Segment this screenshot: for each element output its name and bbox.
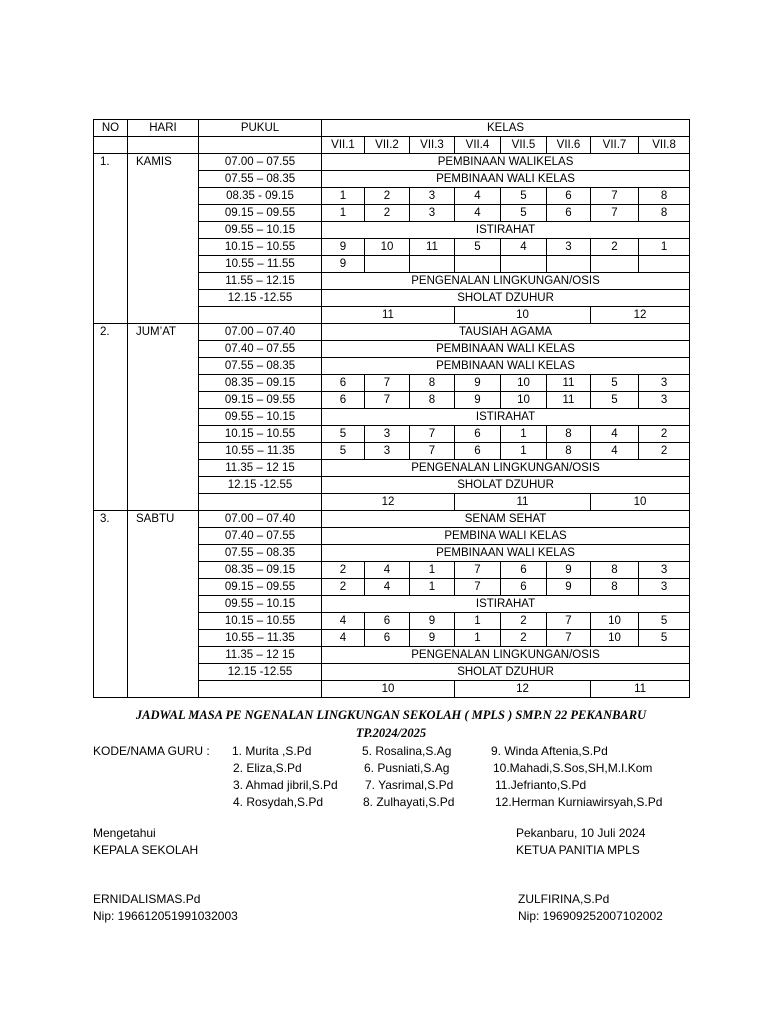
teacher-code-cell: 2 bbox=[639, 426, 690, 443]
day-name-cell bbox=[128, 256, 199, 273]
header-pukul-cont bbox=[199, 137, 322, 154]
schedule-row bbox=[94, 596, 690, 613]
time-cell: 08.35 – 09.15 bbox=[199, 375, 322, 392]
day-number-cell bbox=[94, 392, 128, 409]
schedule-row bbox=[94, 579, 690, 596]
schedule-row bbox=[94, 630, 690, 647]
day-number-cell bbox=[94, 443, 128, 460]
schedule-row bbox=[94, 494, 690, 511]
day-name-cell bbox=[128, 222, 199, 239]
time-cell: 07.00 – 07.55 bbox=[199, 154, 322, 171]
day-name-cell: JUM’AT bbox=[128, 324, 199, 341]
schedule-row bbox=[94, 341, 690, 358]
document-title: JADWAL MASA PE NGENALAN LINGKUNGAN SEKOLAH ( MPLS ) SMP.N 22 PEKANBARU bbox=[135, 708, 647, 722]
class-group-cell: 10 bbox=[591, 494, 690, 511]
time-cell: 12.15 -12.55 bbox=[199, 290, 322, 307]
teacher-code-cell: 6 bbox=[501, 562, 547, 579]
time-cell: 09.55 – 10.15 bbox=[199, 222, 322, 239]
day-name-cell bbox=[128, 392, 199, 409]
class-header: VII.1 bbox=[322, 137, 365, 154]
schedule-row bbox=[94, 664, 690, 681]
teacher-code-cell: 8 bbox=[547, 443, 591, 460]
day-name-cell bbox=[128, 171, 199, 188]
schedule-table bbox=[93, 119, 690, 698]
class-header: VII.5 bbox=[501, 137, 547, 154]
time-cell: 07.55 – 08.35 bbox=[199, 171, 322, 188]
teacher-code-cell: 10 bbox=[365, 239, 410, 256]
day-name-cell bbox=[128, 426, 199, 443]
time-cell: 07.55 – 08.35 bbox=[199, 545, 322, 562]
day-number-cell: 3. bbox=[94, 511, 128, 528]
day-name-cell bbox=[128, 205, 199, 222]
day-number-cell bbox=[94, 613, 128, 630]
schedule-row bbox=[94, 324, 690, 341]
schedule-row bbox=[94, 647, 690, 664]
teacher-code-cell: 3 bbox=[365, 426, 410, 443]
teacher-item: 5. Rosalina,S.Ag bbox=[362, 744, 452, 758]
teacher-code-cell: 1 bbox=[322, 205, 365, 222]
teacher-code-cell: 8 bbox=[547, 426, 591, 443]
day-name-cell bbox=[128, 664, 199, 681]
header-no-cont bbox=[94, 137, 128, 154]
time-cell: 07.00 – 07.40 bbox=[199, 511, 322, 528]
schedule-row bbox=[94, 290, 690, 307]
class-group-cell: 11 bbox=[455, 494, 591, 511]
teacher-code-cell: 10 bbox=[591, 613, 639, 630]
day-number-cell bbox=[94, 171, 128, 188]
teacher-code-cell: 9 bbox=[410, 630, 455, 647]
day-name-cell bbox=[128, 358, 199, 375]
teacher-code-cell: 4 bbox=[322, 630, 365, 647]
teacher-code-cell: 6 bbox=[455, 426, 501, 443]
schedule-row bbox=[94, 273, 690, 290]
teacher-code-cell: 4 bbox=[501, 239, 547, 256]
schedule-row bbox=[94, 154, 690, 171]
activity-cell: SHOLAT DZUHUR bbox=[322, 290, 690, 307]
teacher-code-cell: 6 bbox=[547, 205, 591, 222]
class-header: VII.4 bbox=[455, 137, 501, 154]
teacher-code-cell: 3 bbox=[410, 205, 455, 222]
day-number-cell bbox=[94, 205, 128, 222]
day-number-cell bbox=[94, 188, 128, 205]
teacher-code-cell: 3 bbox=[639, 562, 690, 579]
teacher-code-cell: 6 bbox=[365, 613, 410, 630]
class-header: VII.8 bbox=[639, 137, 690, 154]
teacher-code-cell: 9 bbox=[455, 375, 501, 392]
teacher-item: 12.Herman Kurniawirsyah,S.Pd bbox=[495, 795, 663, 809]
teacher-code-cell: 5 bbox=[639, 613, 690, 630]
day-number-cell bbox=[94, 409, 128, 426]
teacher-code-cell: 2 bbox=[501, 630, 547, 647]
schedule-row bbox=[94, 613, 690, 630]
time-cell: 12.15 -12.55 bbox=[199, 664, 322, 681]
teacher-code-cell: 10 bbox=[591, 630, 639, 647]
day-number-cell bbox=[94, 222, 128, 239]
teacher-code-cell: 9 bbox=[410, 613, 455, 630]
class-header: VII.6 bbox=[547, 137, 591, 154]
teacher-code-cell: 10 bbox=[501, 392, 547, 409]
activity-cell: PEMBINAAN WALI KELAS bbox=[322, 358, 690, 375]
teacher-code-cell bbox=[639, 256, 690, 273]
teacher-code-cell: 2 bbox=[365, 188, 410, 205]
schedule-row bbox=[94, 171, 690, 188]
schedule-row bbox=[94, 222, 690, 239]
teacher-code-cell: 4 bbox=[455, 205, 501, 222]
class-group-cell: 12 bbox=[455, 681, 591, 698]
schedule-row bbox=[94, 256, 690, 273]
teacher-code-cell: 1 bbox=[501, 443, 547, 460]
day-number-cell bbox=[94, 358, 128, 375]
teacher-item: 6. Pusniati,S.Ag bbox=[364, 761, 450, 775]
day-name-cell bbox=[128, 409, 199, 426]
class-header: VII.2 bbox=[365, 137, 410, 154]
teacher-code-cell: 5 bbox=[322, 443, 365, 460]
day-name-cell bbox=[128, 307, 199, 324]
teacher-code-cell: 5 bbox=[501, 205, 547, 222]
time-cell: 07.40 – 07.55 bbox=[199, 528, 322, 545]
day-name-cell: SABTU bbox=[128, 511, 199, 528]
acknowledged-label: Mengetahui bbox=[93, 826, 156, 840]
teacher-code-cell: 1 bbox=[455, 613, 501, 630]
day-number-cell bbox=[94, 562, 128, 579]
teacher-code-cell: 7 bbox=[547, 630, 591, 647]
time-cell: 10.55 – 11.55 bbox=[199, 256, 322, 273]
class-group-cell: 12 bbox=[591, 307, 690, 324]
teacher-code-cell: 8 bbox=[639, 188, 690, 205]
teacher-code-cell: 7 bbox=[365, 375, 410, 392]
schedule-row bbox=[94, 477, 690, 494]
teacher-code-cell: 11 bbox=[410, 239, 455, 256]
place-date: Pekanbaru, 10 Juli 2024 bbox=[516, 826, 646, 840]
class-group-cell: 12 bbox=[322, 494, 455, 511]
day-number-cell: 2. bbox=[94, 324, 128, 341]
day-name-cell bbox=[128, 239, 199, 256]
teacher-code-cell: 4 bbox=[322, 613, 365, 630]
schedule-row bbox=[94, 460, 690, 477]
day-name-cell bbox=[128, 477, 199, 494]
day-name-cell bbox=[128, 596, 199, 613]
teacher-code-cell bbox=[365, 256, 410, 273]
schedule-row bbox=[94, 392, 690, 409]
teacher-code-cell: 8 bbox=[639, 205, 690, 222]
teacher-code-cell: 1 bbox=[639, 239, 690, 256]
day-number-cell bbox=[94, 647, 128, 664]
time-cell bbox=[199, 681, 322, 698]
day-number-cell bbox=[94, 477, 128, 494]
activity-cell: PENGENALAN LINGKUNGAN/OSIS bbox=[322, 460, 690, 477]
day-number-cell bbox=[94, 664, 128, 681]
teacher-code-cell: 1 bbox=[410, 579, 455, 596]
activity-cell: SENAM SEHAT bbox=[322, 511, 690, 528]
header-no: NO bbox=[94, 120, 128, 137]
teacher-code-cell: 5 bbox=[639, 630, 690, 647]
schedule-row bbox=[94, 528, 690, 545]
teacher-code-cell: 7 bbox=[365, 392, 410, 409]
committee-chair-name: ZULFIRINA,S.Pd bbox=[518, 892, 610, 906]
teacher-code-cell: 9 bbox=[455, 392, 501, 409]
time-cell: 07.55 – 08.35 bbox=[199, 358, 322, 375]
day-number-cell bbox=[94, 239, 128, 256]
teacher-code-cell: 6 bbox=[365, 630, 410, 647]
day-name-cell bbox=[128, 579, 199, 596]
day-number-cell bbox=[94, 494, 128, 511]
day-name-cell bbox=[128, 528, 199, 545]
time-cell: 09.15 – 09.55 bbox=[199, 205, 322, 222]
teacher-code-cell: 4 bbox=[455, 188, 501, 205]
day-number-cell bbox=[94, 528, 128, 545]
time-cell: 08.35 – 09.15 bbox=[199, 562, 322, 579]
activity-cell: PEMBINAAN WALI KELAS bbox=[322, 171, 690, 188]
teacher-code-cell: 3 bbox=[410, 188, 455, 205]
principal-name: ERNIDALISMAS.Pd bbox=[93, 892, 201, 906]
day-number-cell bbox=[94, 307, 128, 324]
activity-cell: PEMBINA WALI KELAS bbox=[322, 528, 690, 545]
day-number-cell: 1. bbox=[94, 154, 128, 171]
day-number-cell bbox=[94, 426, 128, 443]
activity-cell: PEMBINAAN WALI KELAS bbox=[322, 341, 690, 358]
teacher-code-cell: 7 bbox=[410, 443, 455, 460]
time-cell: 10.15 – 10.55 bbox=[199, 239, 322, 256]
teacher-code-cell: 1 bbox=[455, 630, 501, 647]
class-group-cell: 10 bbox=[455, 307, 591, 324]
teacher-item: 11.Jefrianto,S.Pd bbox=[495, 778, 587, 792]
teacher-code-cell: 7 bbox=[591, 205, 639, 222]
time-cell: 10.15 – 10.55 bbox=[199, 426, 322, 443]
day-name-cell bbox=[128, 460, 199, 477]
teacher-code-cell: 8 bbox=[591, 579, 639, 596]
teacher-code-cell: 7 bbox=[547, 613, 591, 630]
teacher-code-cell: 6 bbox=[547, 188, 591, 205]
activity-cell: PENGENALAN LINGKUNGAN/OSIS bbox=[322, 273, 690, 290]
time-cell: 12.15 -12.55 bbox=[199, 477, 322, 494]
teacher-code-cell: 3 bbox=[639, 579, 690, 596]
teacher-code-cell: 9 bbox=[322, 239, 365, 256]
day-name-cell bbox=[128, 647, 199, 664]
time-cell: 07.00 – 07.40 bbox=[199, 324, 322, 341]
teacher-code-cell: 10 bbox=[501, 375, 547, 392]
teacher-code-cell: 2 bbox=[365, 205, 410, 222]
activity-cell: SHOLAT DZUHUR bbox=[322, 664, 690, 681]
day-number-cell bbox=[94, 273, 128, 290]
teacher-code-cell: 2 bbox=[322, 579, 365, 596]
teacher-code-cell: 6 bbox=[322, 392, 365, 409]
day-number-cell bbox=[94, 579, 128, 596]
teacher-code-cell bbox=[410, 256, 455, 273]
day-name-cell bbox=[128, 630, 199, 647]
class-header-row bbox=[94, 137, 690, 154]
day-name-cell bbox=[128, 341, 199, 358]
teacher-code-cell: 7 bbox=[455, 562, 501, 579]
teacher-code-cell: 2 bbox=[322, 562, 365, 579]
day-number-cell bbox=[94, 256, 128, 273]
schedule-row bbox=[94, 426, 690, 443]
teacher-item: 9. Winda Aftenia,S.Pd bbox=[491, 744, 608, 758]
teacher-code-cell: 5 bbox=[591, 392, 639, 409]
teacher-code-cell: 2 bbox=[591, 239, 639, 256]
teacher-code-cell: 7 bbox=[591, 188, 639, 205]
teacher-code-cell: 5 bbox=[455, 239, 501, 256]
teacher-code-cell: 8 bbox=[410, 375, 455, 392]
day-number-cell bbox=[94, 596, 128, 613]
teacher-item: 2. Eliza,S.Pd bbox=[233, 761, 302, 775]
time-cell: 08.35 - 09.15 bbox=[199, 188, 322, 205]
time-cell: 09.15 – 09.55 bbox=[199, 579, 322, 596]
activity-cell: ISTIRAHAT bbox=[322, 222, 690, 239]
activity-cell: TAUSIAH AGAMA bbox=[322, 324, 690, 341]
activity-cell: ISTIRAHAT bbox=[322, 409, 690, 426]
time-cell bbox=[199, 494, 322, 511]
teacher-item: 4. Rosydah,S.Pd bbox=[233, 795, 324, 809]
teacher-code-cell bbox=[501, 256, 547, 273]
class-header: VII.7 bbox=[591, 137, 639, 154]
schedule-row bbox=[94, 562, 690, 579]
header-kelas: KELAS bbox=[322, 120, 690, 137]
teacher-code-cell: 9 bbox=[322, 256, 365, 273]
class-group-cell: 11 bbox=[591, 681, 690, 698]
day-name-cell bbox=[128, 443, 199, 460]
principal-nip: Nip: 196612051991032003 bbox=[93, 909, 238, 923]
time-cell bbox=[199, 307, 322, 324]
day-name-cell bbox=[128, 681, 199, 698]
teacher-code-cell: 2 bbox=[501, 613, 547, 630]
schedule-row bbox=[94, 511, 690, 528]
day-number-cell bbox=[94, 630, 128, 647]
schedule-row bbox=[94, 681, 690, 698]
time-cell: 09.15 – 09.55 bbox=[199, 392, 322, 409]
time-cell: 07.40 – 07.55 bbox=[199, 341, 322, 358]
teacher-code-cell: 1 bbox=[410, 562, 455, 579]
activity-cell: PEMBINAAN WALI KELAS bbox=[322, 545, 690, 562]
time-cell: 10.55 – 11.35 bbox=[199, 443, 322, 460]
time-cell: 09.55 – 10.15 bbox=[199, 409, 322, 426]
teacher-code-cell bbox=[455, 256, 501, 273]
committee-chair-nip: Nip: 196909252007102002 bbox=[518, 909, 663, 923]
document-year: TP.2024/2025 bbox=[355, 726, 427, 740]
day-name-cell bbox=[128, 290, 199, 307]
time-cell: 10.55 – 11.35 bbox=[199, 630, 322, 647]
teacher-code-cell: 5 bbox=[501, 188, 547, 205]
schedule-row bbox=[94, 443, 690, 460]
time-cell: 11.35 – 12 15 bbox=[199, 647, 322, 664]
day-name-cell bbox=[128, 494, 199, 511]
teacher-code-cell: 5 bbox=[591, 375, 639, 392]
committee-chair-title: KETUA PANITIA MPLS bbox=[516, 843, 640, 857]
schedule-row bbox=[94, 358, 690, 375]
teacher-code-cell: 7 bbox=[410, 426, 455, 443]
teacher-code-cell: 4 bbox=[365, 562, 410, 579]
schedule-body bbox=[94, 120, 690, 698]
day-number-cell bbox=[94, 341, 128, 358]
teacher-code-cell: 5 bbox=[322, 426, 365, 443]
day-name-cell bbox=[128, 562, 199, 579]
schedule-row bbox=[94, 205, 690, 222]
day-number-cell bbox=[94, 460, 128, 477]
schedule-row bbox=[94, 545, 690, 562]
schedule-row bbox=[94, 375, 690, 392]
teacher-code-cell: 3 bbox=[365, 443, 410, 460]
day-name-cell bbox=[128, 545, 199, 562]
day-name-cell bbox=[128, 613, 199, 630]
teacher-code-cell: 11 bbox=[547, 375, 591, 392]
teacher-code-cell: 2 bbox=[639, 443, 690, 460]
time-cell: 09.55 – 10.15 bbox=[199, 596, 322, 613]
teacher-code-cell bbox=[547, 256, 591, 273]
teacher-code-cell: 3 bbox=[639, 375, 690, 392]
time-cell: 11.55 – 12.15 bbox=[199, 273, 322, 290]
teacher-item: 8. Zulhayati,S.Pd bbox=[363, 795, 455, 809]
teacher-code-cell: 4 bbox=[591, 426, 639, 443]
teacher-code-cell: 3 bbox=[639, 392, 690, 409]
teacher-item: 10.Mahadi,S.Sos,SH,M.I.Kom bbox=[493, 761, 653, 775]
teacher-code-cell: 6 bbox=[322, 375, 365, 392]
header-row bbox=[94, 120, 690, 137]
activity-cell: ISTIRAHAT bbox=[322, 596, 690, 613]
day-name-cell bbox=[128, 375, 199, 392]
activity-cell: PENGENALAN LINGKUNGAN/OSIS bbox=[322, 647, 690, 664]
teacher-code-cell: 11 bbox=[547, 392, 591, 409]
teacher-code-cell: 4 bbox=[591, 443, 639, 460]
time-cell: 11.35 – 12 15 bbox=[199, 460, 322, 477]
day-name-cell: KAMIS bbox=[128, 154, 199, 171]
teacher-code-cell: 1 bbox=[501, 426, 547, 443]
teacher-code-cell: 9 bbox=[547, 579, 591, 596]
teacher-code-cell: 9 bbox=[547, 562, 591, 579]
day-name-cell bbox=[128, 273, 199, 290]
teacher-code-cell: 8 bbox=[591, 562, 639, 579]
teacher-code-cell bbox=[591, 256, 639, 273]
schedule-row bbox=[94, 409, 690, 426]
teacher-code-cell: 8 bbox=[410, 392, 455, 409]
teacher-code-cell: 4 bbox=[365, 579, 410, 596]
teacher-item: 1. Murita ,S.Pd bbox=[232, 744, 312, 758]
schedule-row bbox=[94, 188, 690, 205]
day-number-cell bbox=[94, 375, 128, 392]
time-cell: 10.15 – 10.55 bbox=[199, 613, 322, 630]
schedule-row bbox=[94, 239, 690, 256]
day-number-cell bbox=[94, 545, 128, 562]
header-pukul: PUKUL bbox=[199, 120, 322, 137]
teacher-code-cell: 3 bbox=[547, 239, 591, 256]
teacher-item: 7. Yasrimal,S.Pd bbox=[365, 778, 454, 792]
teacher-code-cell: 1 bbox=[322, 188, 365, 205]
class-group-cell: 10 bbox=[322, 681, 455, 698]
class-group-cell: 11 bbox=[322, 307, 455, 324]
class-header: VII.3 bbox=[410, 137, 455, 154]
activity-cell: PEMBINAAN WALIKELAS bbox=[322, 154, 690, 171]
header-hari-cont bbox=[128, 137, 199, 154]
day-number-cell bbox=[94, 681, 128, 698]
principal-title: KEPALA SEKOLAH bbox=[93, 843, 199, 857]
schedule-row bbox=[94, 307, 690, 324]
teacher-item: 3. Ahmad jibril,S.Pd bbox=[233, 778, 338, 792]
teacher-code-cell: 6 bbox=[455, 443, 501, 460]
teacher-code-cell: 7 bbox=[455, 579, 501, 596]
day-number-cell bbox=[94, 290, 128, 307]
activity-cell: SHOLAT DZUHUR bbox=[322, 477, 690, 494]
teacher-code-cell: 6 bbox=[501, 579, 547, 596]
day-name-cell bbox=[128, 188, 199, 205]
teacher-code-label: KODE/NAMA GURU : bbox=[93, 744, 210, 758]
header-hari: HARI bbox=[128, 120, 199, 137]
